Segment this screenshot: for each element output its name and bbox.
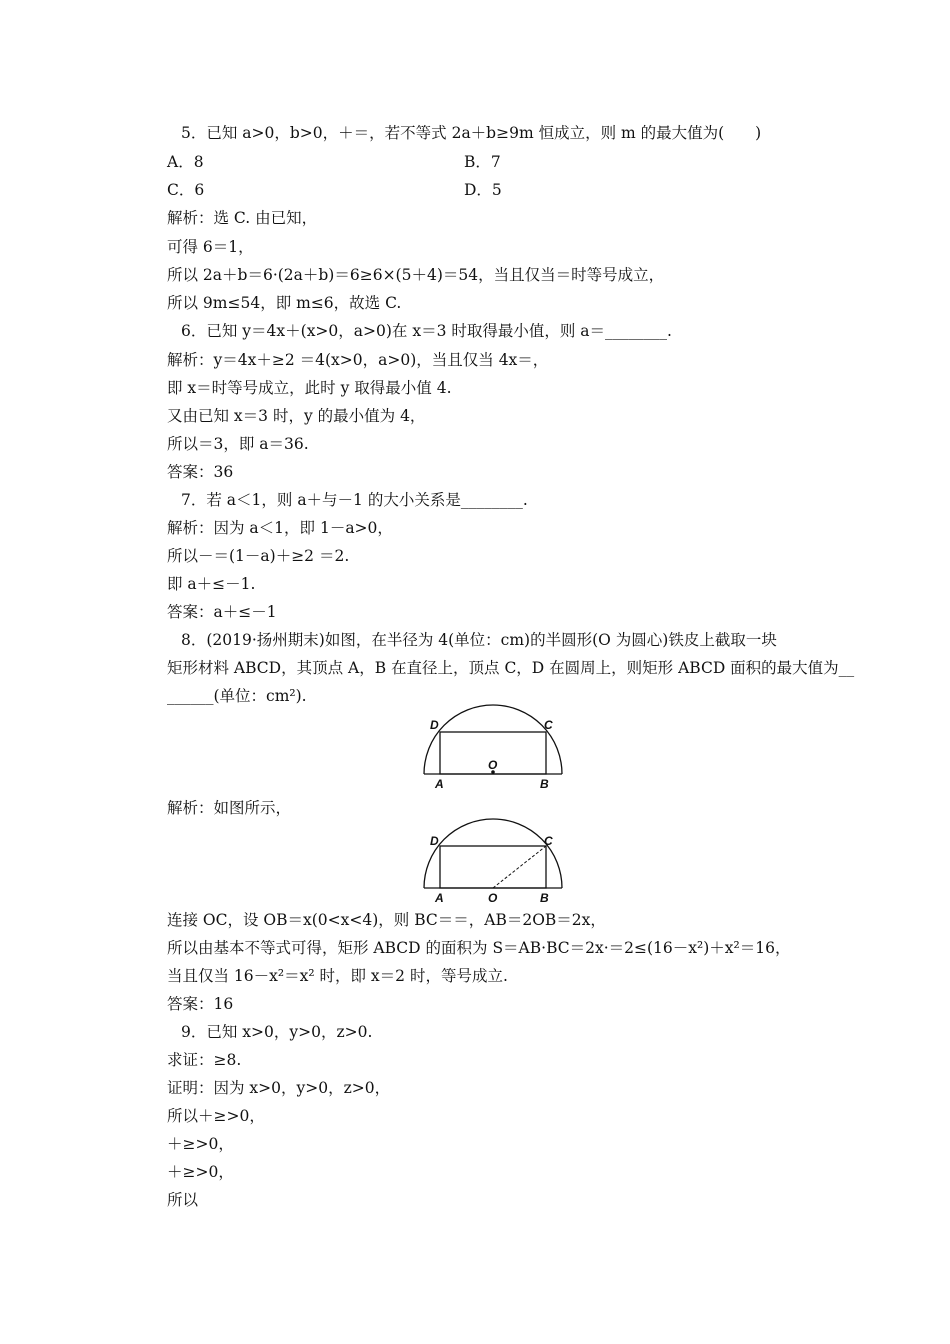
label-o: O (488, 758, 498, 772)
rectangle-abcd (440, 846, 546, 888)
label-b: B (540, 777, 549, 791)
text-line-q5: 5．已知 a>0，b>0，＋＝，若不等式 2a＋b≥9m 恒成立，则 m 的最大值为( ) (181, 124, 762, 142)
text-line-q7s2: 所以－＝(1－a)＋≥2 ＝2. (167, 547, 350, 565)
label-d: D (430, 834, 439, 848)
text-line-q6ans: 答案：36 (167, 463, 234, 481)
label-a: A (435, 777, 444, 791)
text-line-q6s3: 又由已知 x＝3 时，y 的最小值为 4， (167, 407, 426, 425)
label-b: B (540, 891, 549, 904)
text-line-q5s4: 所以 9m≤54，即 m≤6，故选 C. (167, 294, 402, 312)
text-line-q8b: 矩形材料 ABCD，其顶点 A，B 在直径上，顶点 C，D 在圆周上，则矩形 ABCD 面积的最大值为__ (167, 659, 855, 677)
text-line-q5b: B．7 (464, 153, 501, 171)
text-line-q9s2: 证明：因为 x>0，y>0，z>0， (167, 1079, 391, 1097)
text-line-q5s1: 解析：选 C. 由已知， (167, 209, 318, 227)
segment-oc (493, 846, 546, 888)
text-line-q9s6: 所以 (167, 1191, 199, 1209)
semicircle-arc (424, 819, 562, 888)
text-line-q8s4: 当且仅当 16－x²＝x² 时，即 x＝2 时，等号成立. (167, 967, 508, 985)
label-c: C (544, 834, 553, 848)
text-line-q5s2: 可得 6＝1， (167, 238, 254, 256)
text-line-q5s3: 所以 2a＋b＝6·(2a＋b)＝6≥6×(5＋4)＝54，当且仅当＝时等号成立， (167, 266, 665, 284)
text-line-q7ans: 答案：a＋≤－1 (167, 603, 277, 621)
text-line-q7s1: 解析：因为 a＜1，即 1－a>0， (167, 519, 393, 537)
text-line-q8ans: 答案：16 (167, 995, 234, 1013)
text-line-q8s2: 连接 OC，设 OB＝x(0<x<4)，则 BC＝＝，AB＝2OB＝2x， (167, 911, 606, 929)
text-line-q5d: D．5 (464, 181, 502, 199)
text-line-q5c: C．6 (167, 181, 205, 199)
text-line-q8c: ______(单位：cm²). (167, 687, 307, 705)
text-line-q8a: 8．(2019·扬州期末)如图，在半径为 4(单位：cm)的半圆形(O 为圆心)铁皮上截取一块 (181, 631, 777, 649)
text-line-q8s3: 所以由基本不等式可得，矩形 ABCD 的面积为 S＝AB·BC＝2x·＝2≤(16－x²)＋x²＝16， (167, 939, 791, 957)
text-line-q9: 9．已知 x>0，y>0，z>0. (181, 1023, 373, 1041)
text-line-q6: 6．已知 y＝4x＋(x>0，a>0)在 x＝3 时取得最小值，则 a＝________. (181, 322, 672, 340)
label-a: A (435, 891, 444, 904)
text-line-q9s5: ＋≥>0， (167, 1163, 234, 1181)
text-line-q6s4: 所以＝3，即 a＝36. (167, 435, 309, 453)
text-line-q8s1: 解析：如图所示， (167, 799, 292, 817)
label-o: O (488, 891, 498, 904)
text-line-q6s2: 即 x＝时等号成立，此时 y 取得最小值 4. (167, 379, 452, 397)
label-c: C (544, 718, 553, 732)
text-line-q7s3: 即 a＋≤－1. (167, 575, 256, 593)
label-d: D (430, 718, 439, 732)
semicircle-figure-2 (418, 812, 568, 904)
text-line-q5a: A．8 (167, 153, 204, 171)
text-line-q7: 7．若 a＜1，则 a＋与－1 的大小关系是________. (181, 491, 528, 509)
text-line-q6s1: 解析：y＝4x＋≥2 ＝4(x>0，a>0)，当且仅当 4x＝， (167, 351, 549, 369)
text-line-q9s3: 所以＋≥>0， (167, 1107, 265, 1125)
text-line-q9s4: ＋≥>0， (167, 1135, 234, 1153)
semicircle-figure-1 (418, 700, 568, 792)
text-line-q9s1: 求证：≥8. (167, 1051, 242, 1069)
